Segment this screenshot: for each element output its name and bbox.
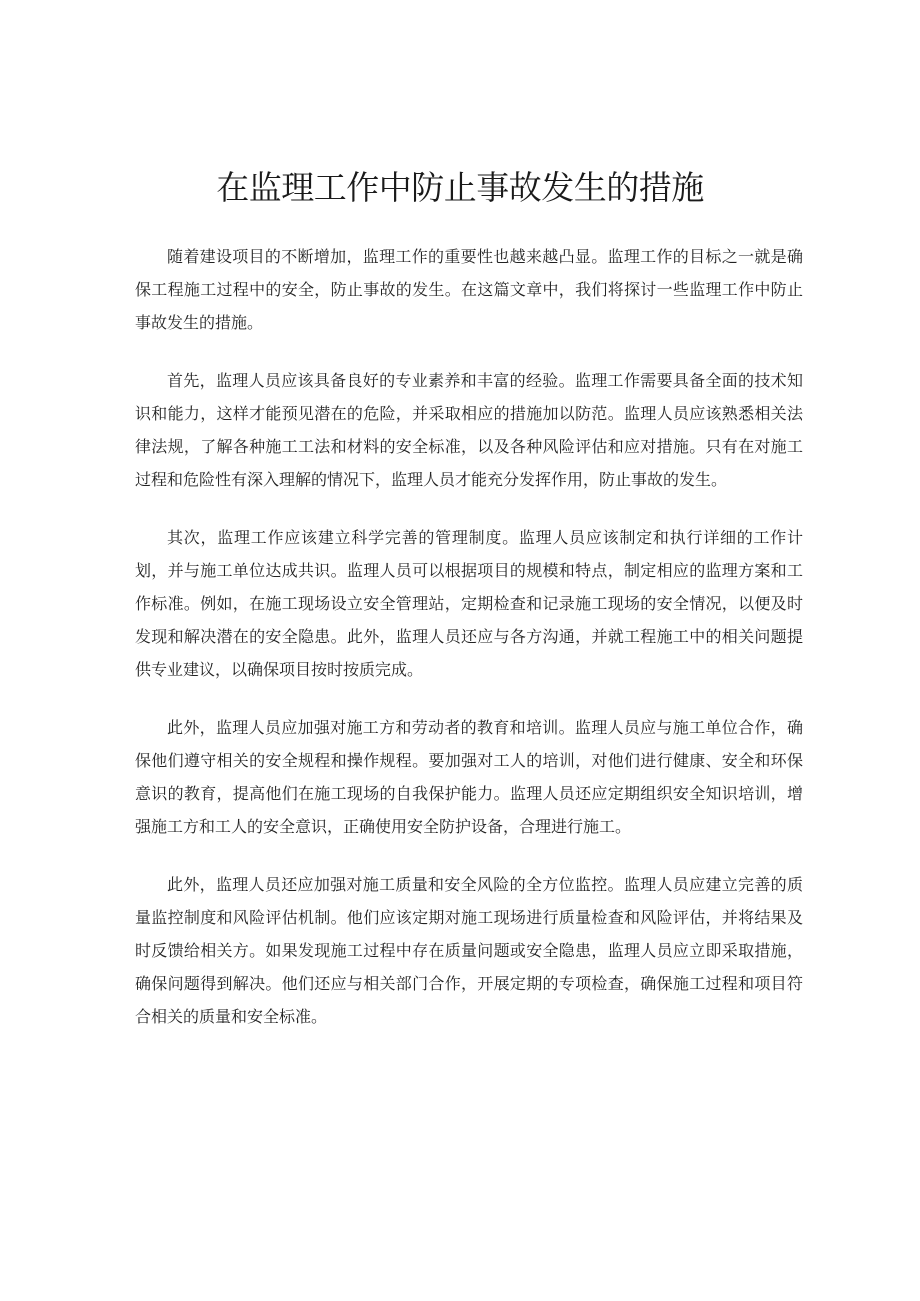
document-title: 在监理工作中防止事故发生的措施	[216, 168, 704, 207]
document-body	[135, 240, 803, 1058]
paragraph: 其次，监理工作应该建立科学完善的管理制度。监理人员应该制定和执行详细的工作计划，并与施工单位达成共识。监理人员可以根据项目的规模和特点，制定相应的监理方案和工作标准。例如，在施工现场设立安全管理站，定期检查和记录施工现场的安全情况，以便及时发现和解决潜在的安全隐患。此外，监理人员还应与各方沟通，并就工程施工中的相关问题提供专业建议，以确保项目按时按质完成。	[135, 528, 803, 679]
paragraph: 此外，监理人员还应加强对施工质量和安全风险的全方位监控。监理人员应建立完善的质量监控制度和风险评估机制。他们应该定期对施工现场进行质量检查和风险评估，并将结果及时反馈给相关方。如果发现施工过程中存在质量问题或安全隐患，监理人员应立即采取措施，确保问题得到解决。他们还应与相关部门合作，开展定期的专项检查，确保施工过程和项目符合相关的质量和安全标准。	[135, 875, 803, 1026]
paragraph: 首先，监理人员应该具备良好的专业素养和丰富的经验。监理工作需要具备全面的技术知识和能力，这样才能预见潜在的危险，并采取相应的措施加以防范。监理人员应该熟悉相关法律法规，了解各种施工工法和材料的安全标准，以及各种风险评估和应对措施。只有在对施工过程和危险性有深入理解的情况下，监理人员才能充分发挥作用，防止事故的发生。	[135, 371, 803, 489]
paragraph: 随着建设项目的不断增加，监理工作的重要性也越来越凸显。监理工作的目标之一就是确保工程施工过程中的安全，防止事故的发生。在这篇文章中，我们将探讨一些监理工作中防止事故发生的措施。	[135, 247, 803, 332]
paragraph: 此外，监理人员应加强对施工方和劳动者的教育和培训。监理人员应与施工单位合作，确保他们遵守相关的安全规程和操作规程。要加强对工人的培训，对他们进行健康、安全和环保意识的教育，提高他们在施工现场的自我保护能力。监理人员还应定期组织安全知识培训，增强施工方和工人的安全意识，正确使用安全防护设备，合理进行施工。	[135, 718, 803, 836]
